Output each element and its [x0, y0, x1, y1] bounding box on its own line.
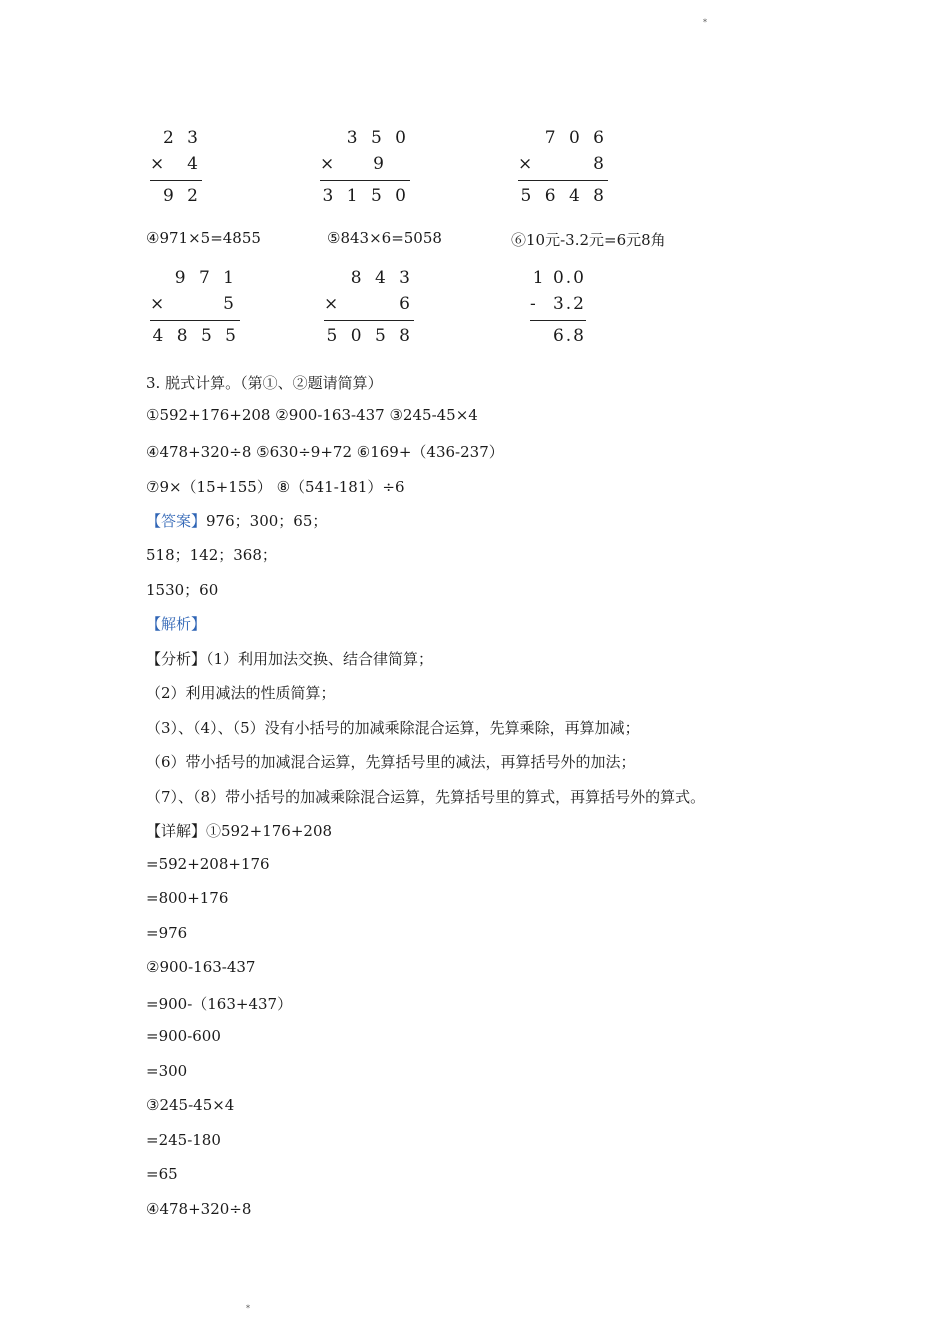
detail-line-5: ②900-163-437 [146, 958, 256, 976]
answer-label: 【答案】 [146, 512, 207, 530]
footer-mark: * [246, 1304, 250, 1313]
detail-line-10: =245-180 [146, 1131, 221, 1149]
section-heading: 3. 脱式计算。（第①、②题请简算） [146, 374, 383, 392]
vc-top: 1 0.0 [532, 268, 586, 288]
vc-operand: 9 [373, 154, 388, 174]
vc-result: 9 2 [162, 186, 202, 206]
detail-line-1: 【详解】①592+176+208 [146, 822, 333, 840]
vc-top: 8 4 3 [350, 268, 414, 288]
vc-result: 5 6 4 8 [520, 186, 608, 206]
analysis-line-1: 【分析】（1）利用加法交换、结合律简算； [146, 650, 434, 668]
vc-line [324, 320, 414, 321]
analysis-heading [146, 613, 206, 634]
vc-top: 7 0 6 [544, 128, 608, 148]
vc-result: 6.8 [552, 326, 586, 346]
detail-line-9: ③245-45×4 [146, 1096, 235, 1114]
analysis-label: 【解析】 [146, 615, 207, 633]
vc-operand: 6 [399, 294, 414, 314]
problem-4: ④971×5=4855 [146, 229, 261, 247]
problems-7-8: ⑦9×（15+155） ⑧（541-181）÷6 [146, 478, 405, 496]
detail-line-7: =900-600 [146, 1027, 221, 1045]
problem-6: ⑥10元-3.2元=6元8角 [511, 231, 666, 249]
analysis-line-5: （7）、（8）带小括号的加减乘除混合运算，先算括号里的算式，再算括号外的算式。 [146, 788, 706, 806]
vc-line [150, 320, 240, 321]
vc-operator: - [530, 294, 536, 314]
analysis-line-4: （6）带小括号的加减混合运算，先算括号里的减法，再算括号外的加法； [146, 753, 636, 771]
vc-top: 3 5 0 [346, 128, 410, 148]
vc-line [320, 180, 410, 181]
vertical-calc-23x4 [150, 128, 202, 210]
vc-operand: 3.2 [552, 294, 586, 314]
vc-operator: × [150, 154, 165, 174]
vc-result: 5 0 5 8 [326, 326, 414, 346]
detail-line-2: =592+208+176 [146, 855, 270, 873]
header-mark: * [703, 18, 707, 27]
vertical-calc-843x6 [324, 268, 414, 350]
vertical-calc-706x8 [518, 128, 608, 210]
detail-line-4: =976 [146, 924, 188, 942]
vc-operand: 5 [223, 294, 238, 314]
vc-top: 9 7 1 [174, 268, 238, 288]
vc-operator: × [320, 154, 335, 174]
vc-line [150, 180, 202, 181]
vertical-calc-971x5 [150, 268, 240, 350]
vc-line [518, 180, 608, 181]
analysis-line-2: （2）利用减法的性质简算； [146, 684, 336, 702]
vertical-calc-350x9 [320, 128, 410, 210]
vertical-calc-10-3.2 [530, 268, 586, 350]
detail-line-8: =300 [146, 1062, 188, 1080]
vc-operator: × [150, 294, 165, 314]
answer-line-2: 518；142；368； [146, 546, 277, 564]
answer-line-3: 1530；60 [146, 581, 219, 599]
detail-line-11: =65 [146, 1165, 178, 1183]
answer-text: 976；300；65； [206, 512, 328, 530]
vc-top: 2 3 [162, 128, 202, 148]
problems-4-6: ④478+320÷8 ⑤630÷9+72 ⑥169+（436-237） [146, 443, 504, 461]
detail-line-3: =800+176 [146, 889, 229, 907]
problem-5: ⑤843×6=5058 [327, 229, 442, 247]
vc-result: 4 8 5 5 [152, 326, 240, 346]
analysis-line-3: （3）、（4）、（5）没有小括号的加减乘除混合运算，先算乘除，再算加减； [146, 719, 640, 737]
detail-line-12: ④478+320÷8 [146, 1200, 252, 1218]
vc-operand: 4 [187, 154, 202, 174]
vc-line [530, 320, 586, 321]
vc-operator: × [324, 294, 339, 314]
vc-operator: × [518, 154, 533, 174]
detail-line-6: =900-（163+437） [146, 995, 293, 1013]
vc-operand: 8 [593, 154, 608, 174]
vc-result: 3 1 5 0 [322, 186, 410, 206]
answer-line [146, 510, 327, 531]
problems-1-3: ①592+176+208 ②900-163-437 ③245-45×4 [146, 406, 478, 424]
